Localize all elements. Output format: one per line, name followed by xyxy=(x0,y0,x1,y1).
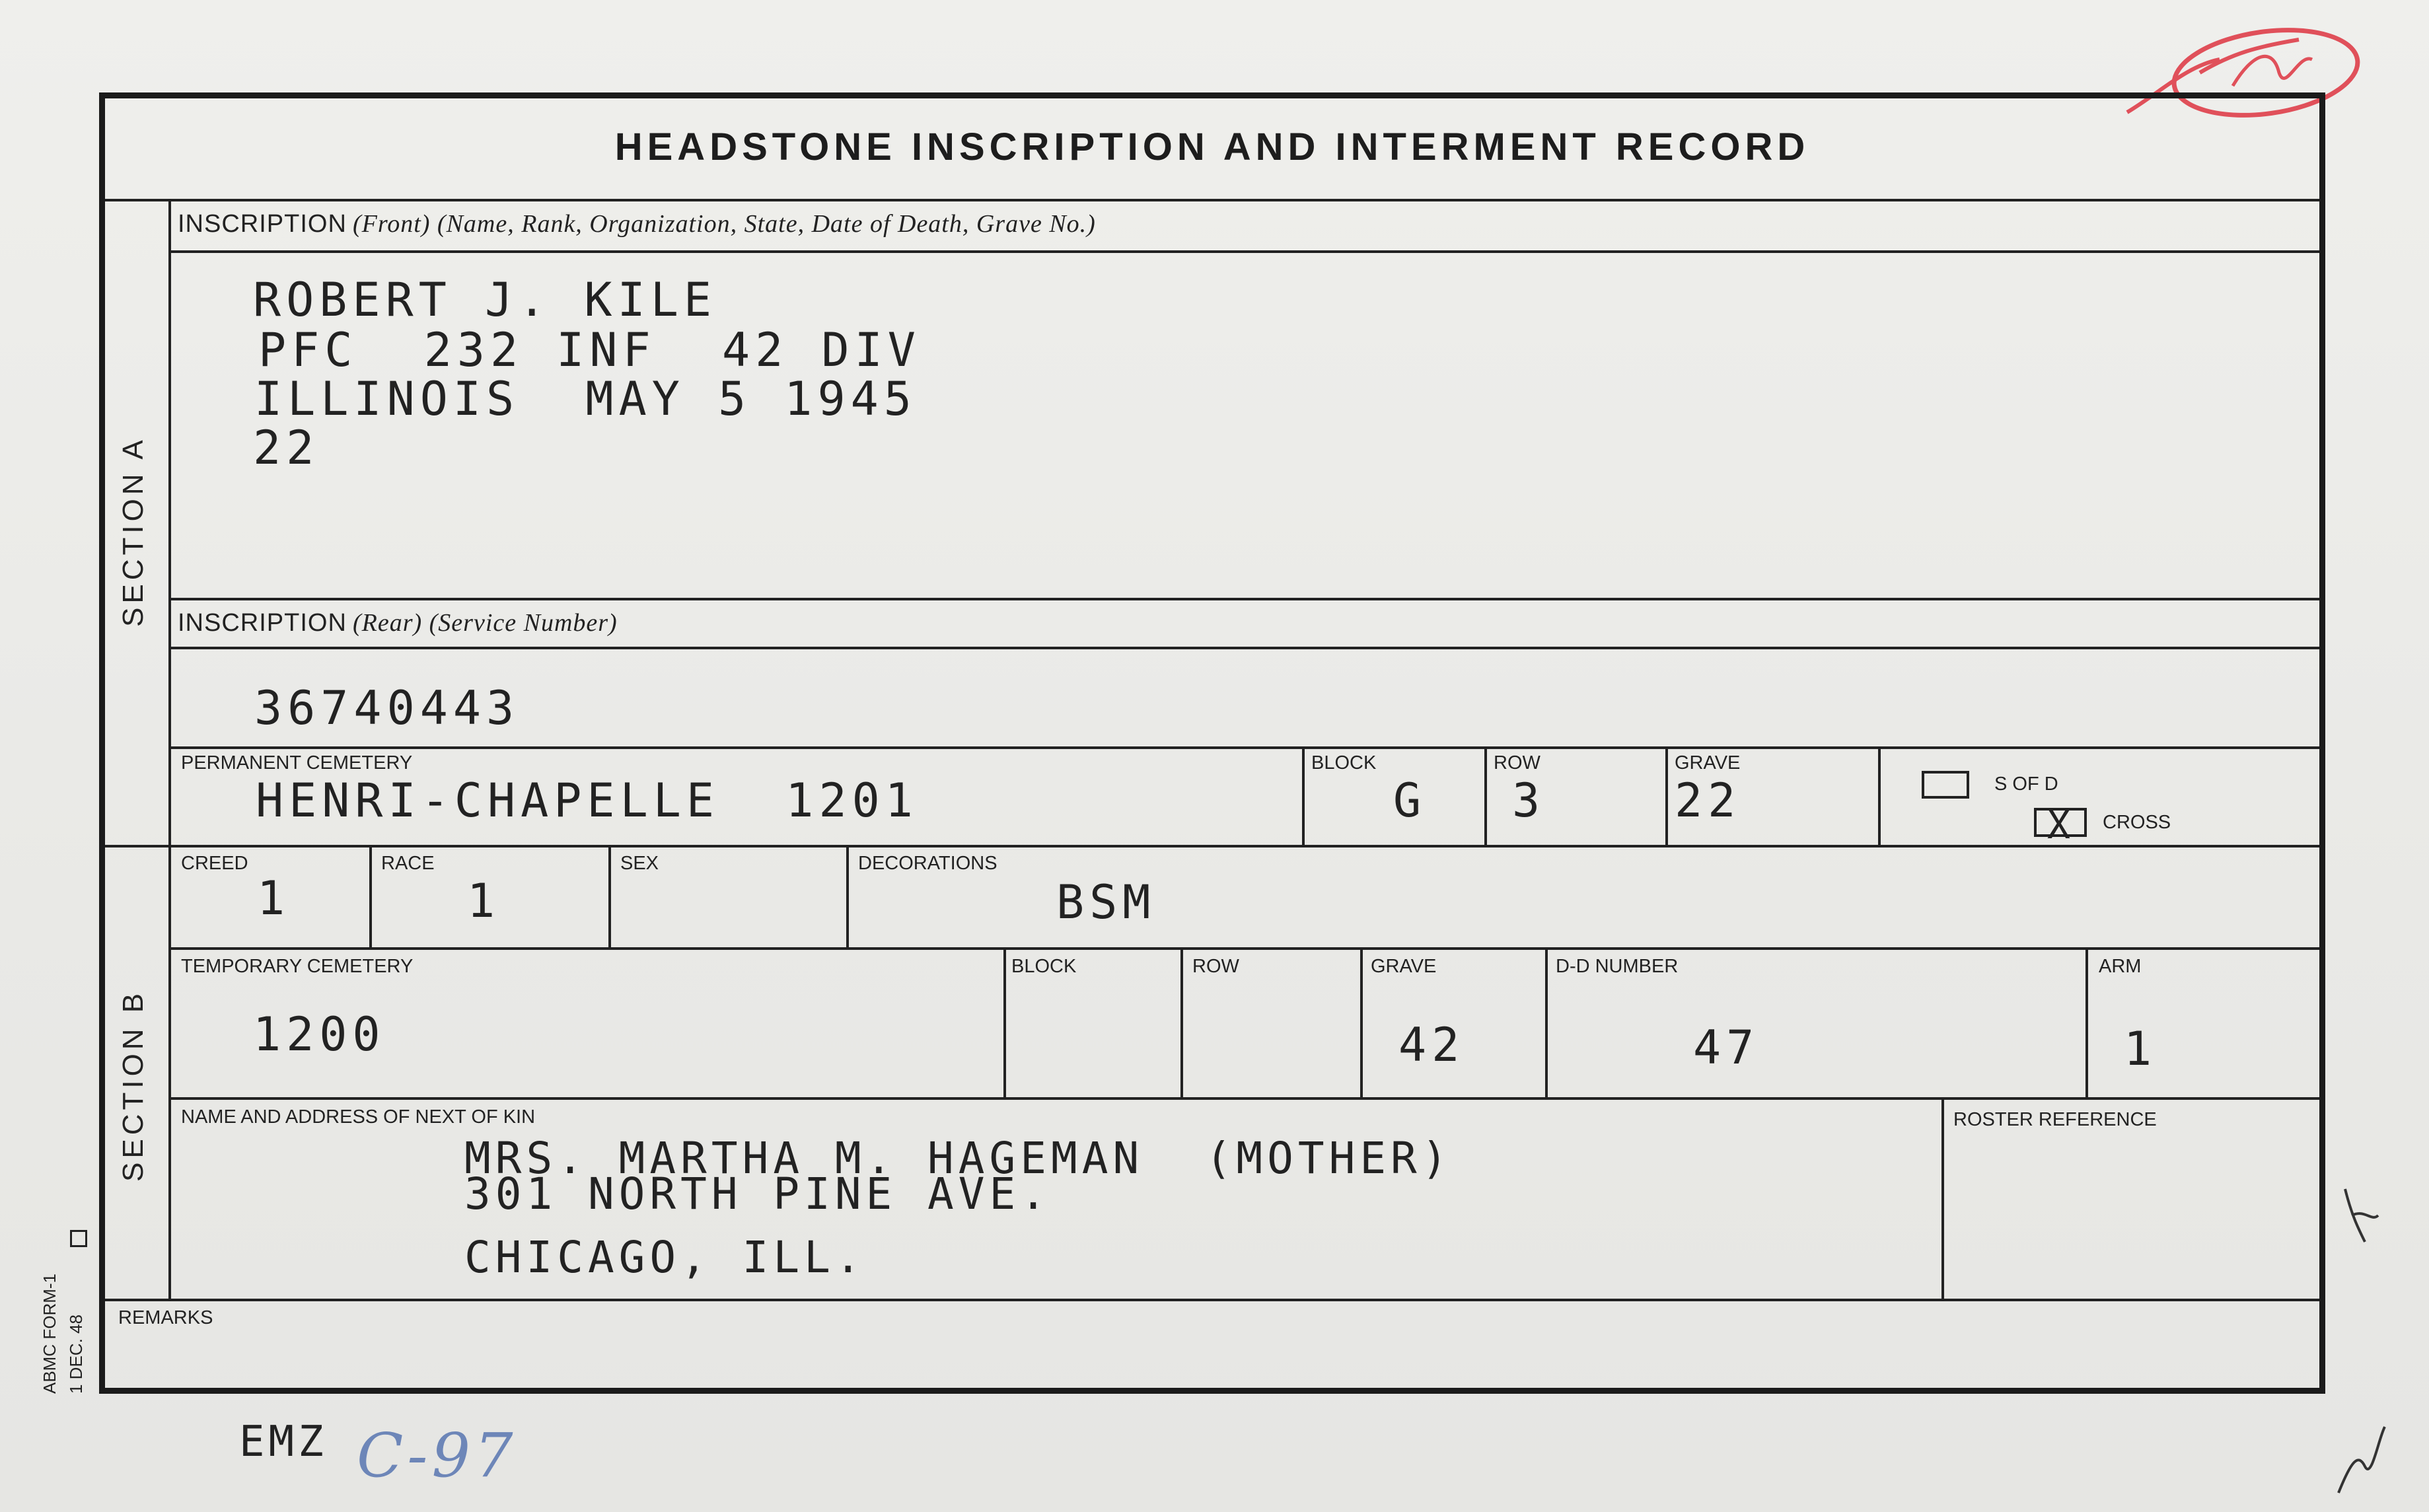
s-of-d-checkbox[interactable] xyxy=(1922,771,1969,799)
section-b-label: SECTION B xyxy=(117,989,149,1182)
sex-label: SEX xyxy=(620,853,659,874)
permanent-block: G xyxy=(1393,774,1427,828)
temporary-cemetery-label: TEMPORARY CEMETERY xyxy=(181,956,414,977)
arm-label: ARM xyxy=(2099,956,2142,977)
s-of-d-label: S OF D xyxy=(1994,774,2058,795)
permanent-grave-label: GRAVE xyxy=(1675,752,1741,774)
creed-label: CREED xyxy=(181,853,248,874)
next-of-kin-line-3: CHICAGO, ILL. xyxy=(464,1232,866,1283)
temporary-block-label: BLOCK xyxy=(1011,956,1077,977)
permanent-cemetery-label: PERMANENT CEMETERY xyxy=(181,752,413,774)
record-form xyxy=(99,92,2325,1394)
front-line-3: ILLINOIS MAY 5 1945 xyxy=(254,372,917,426)
permanent-grave: 22 xyxy=(1675,774,1741,828)
front-line-2: PFC 232 INF 42 DIV xyxy=(258,323,921,377)
remarks-label: REMARKS xyxy=(118,1307,213,1328)
cross-check-mark: X xyxy=(2047,803,2070,847)
permanent-cemetery: HENRI-CHAPELLE 1201 xyxy=(256,774,918,828)
temporary-cemetery: 1200 xyxy=(253,1007,386,1062)
race-value: 1 xyxy=(467,874,501,928)
roster-reference-label: ROSTER REFERENCE xyxy=(1953,1109,2157,1130)
dd-number-label: D-D NUMBER xyxy=(1556,956,1679,977)
margin-handwriting xyxy=(2325,1176,2405,1506)
front-inscription-label: INSCRIPTION (Front) (Name, Rank, Organization, State, Date of Death, Grave No.) xyxy=(178,210,1096,238)
temporary-grave: 42 xyxy=(1398,1018,1465,1072)
next-of-kin-label: NAME AND ADDRESS OF NEXT OF KIN xyxy=(181,1106,536,1128)
creed-value: 1 xyxy=(257,871,291,925)
race-label: RACE xyxy=(381,853,435,874)
form-title: HEADSTONE INSCRIPTION AND INTERMENT RECORD xyxy=(614,126,1810,168)
permanent-row-label: ROW xyxy=(1494,752,1541,774)
front-line-1: ROBERT J. KILE xyxy=(253,273,717,327)
permanent-block-label: BLOCK xyxy=(1311,752,1377,774)
next-of-kin-line-2: 301 NORTH PINE AVE. xyxy=(464,1169,1051,1219)
decorations-value: BSM xyxy=(1056,875,1156,929)
temporary-grave-label: GRAVE xyxy=(1371,956,1437,977)
arm-value: 1 xyxy=(2124,1022,2157,1076)
permanent-row: 3 xyxy=(1512,774,1546,828)
rear-inscription-label: INSCRIPTION (Rear) (Service Number) xyxy=(178,609,618,637)
service-number: 36740443 xyxy=(254,681,520,735)
dd-number-value: 47 xyxy=(1693,1021,1760,1075)
next-of-kin-line-1: MRS. MARTHA M. HAGEMAN (MOTHER) xyxy=(464,1133,1453,1184)
form-id-line-1: ABMC FORM-1 xyxy=(40,1274,59,1394)
cross-label: CROSS xyxy=(2103,812,2171,833)
decorations-label: DECORATIONS xyxy=(858,853,997,874)
temporary-row-label: ROW xyxy=(1192,956,1239,977)
section-a-label: SECTION A xyxy=(117,436,149,627)
front-line-4: 22 xyxy=(253,421,320,475)
handwritten-pencil-note: C-97 xyxy=(357,1420,517,1491)
clerk-initials: EMZ xyxy=(239,1418,328,1466)
form-id-line-2: 1 DEC. 48 xyxy=(66,1314,86,1394)
form-side-checkbox[interactable] xyxy=(70,1230,87,1247)
